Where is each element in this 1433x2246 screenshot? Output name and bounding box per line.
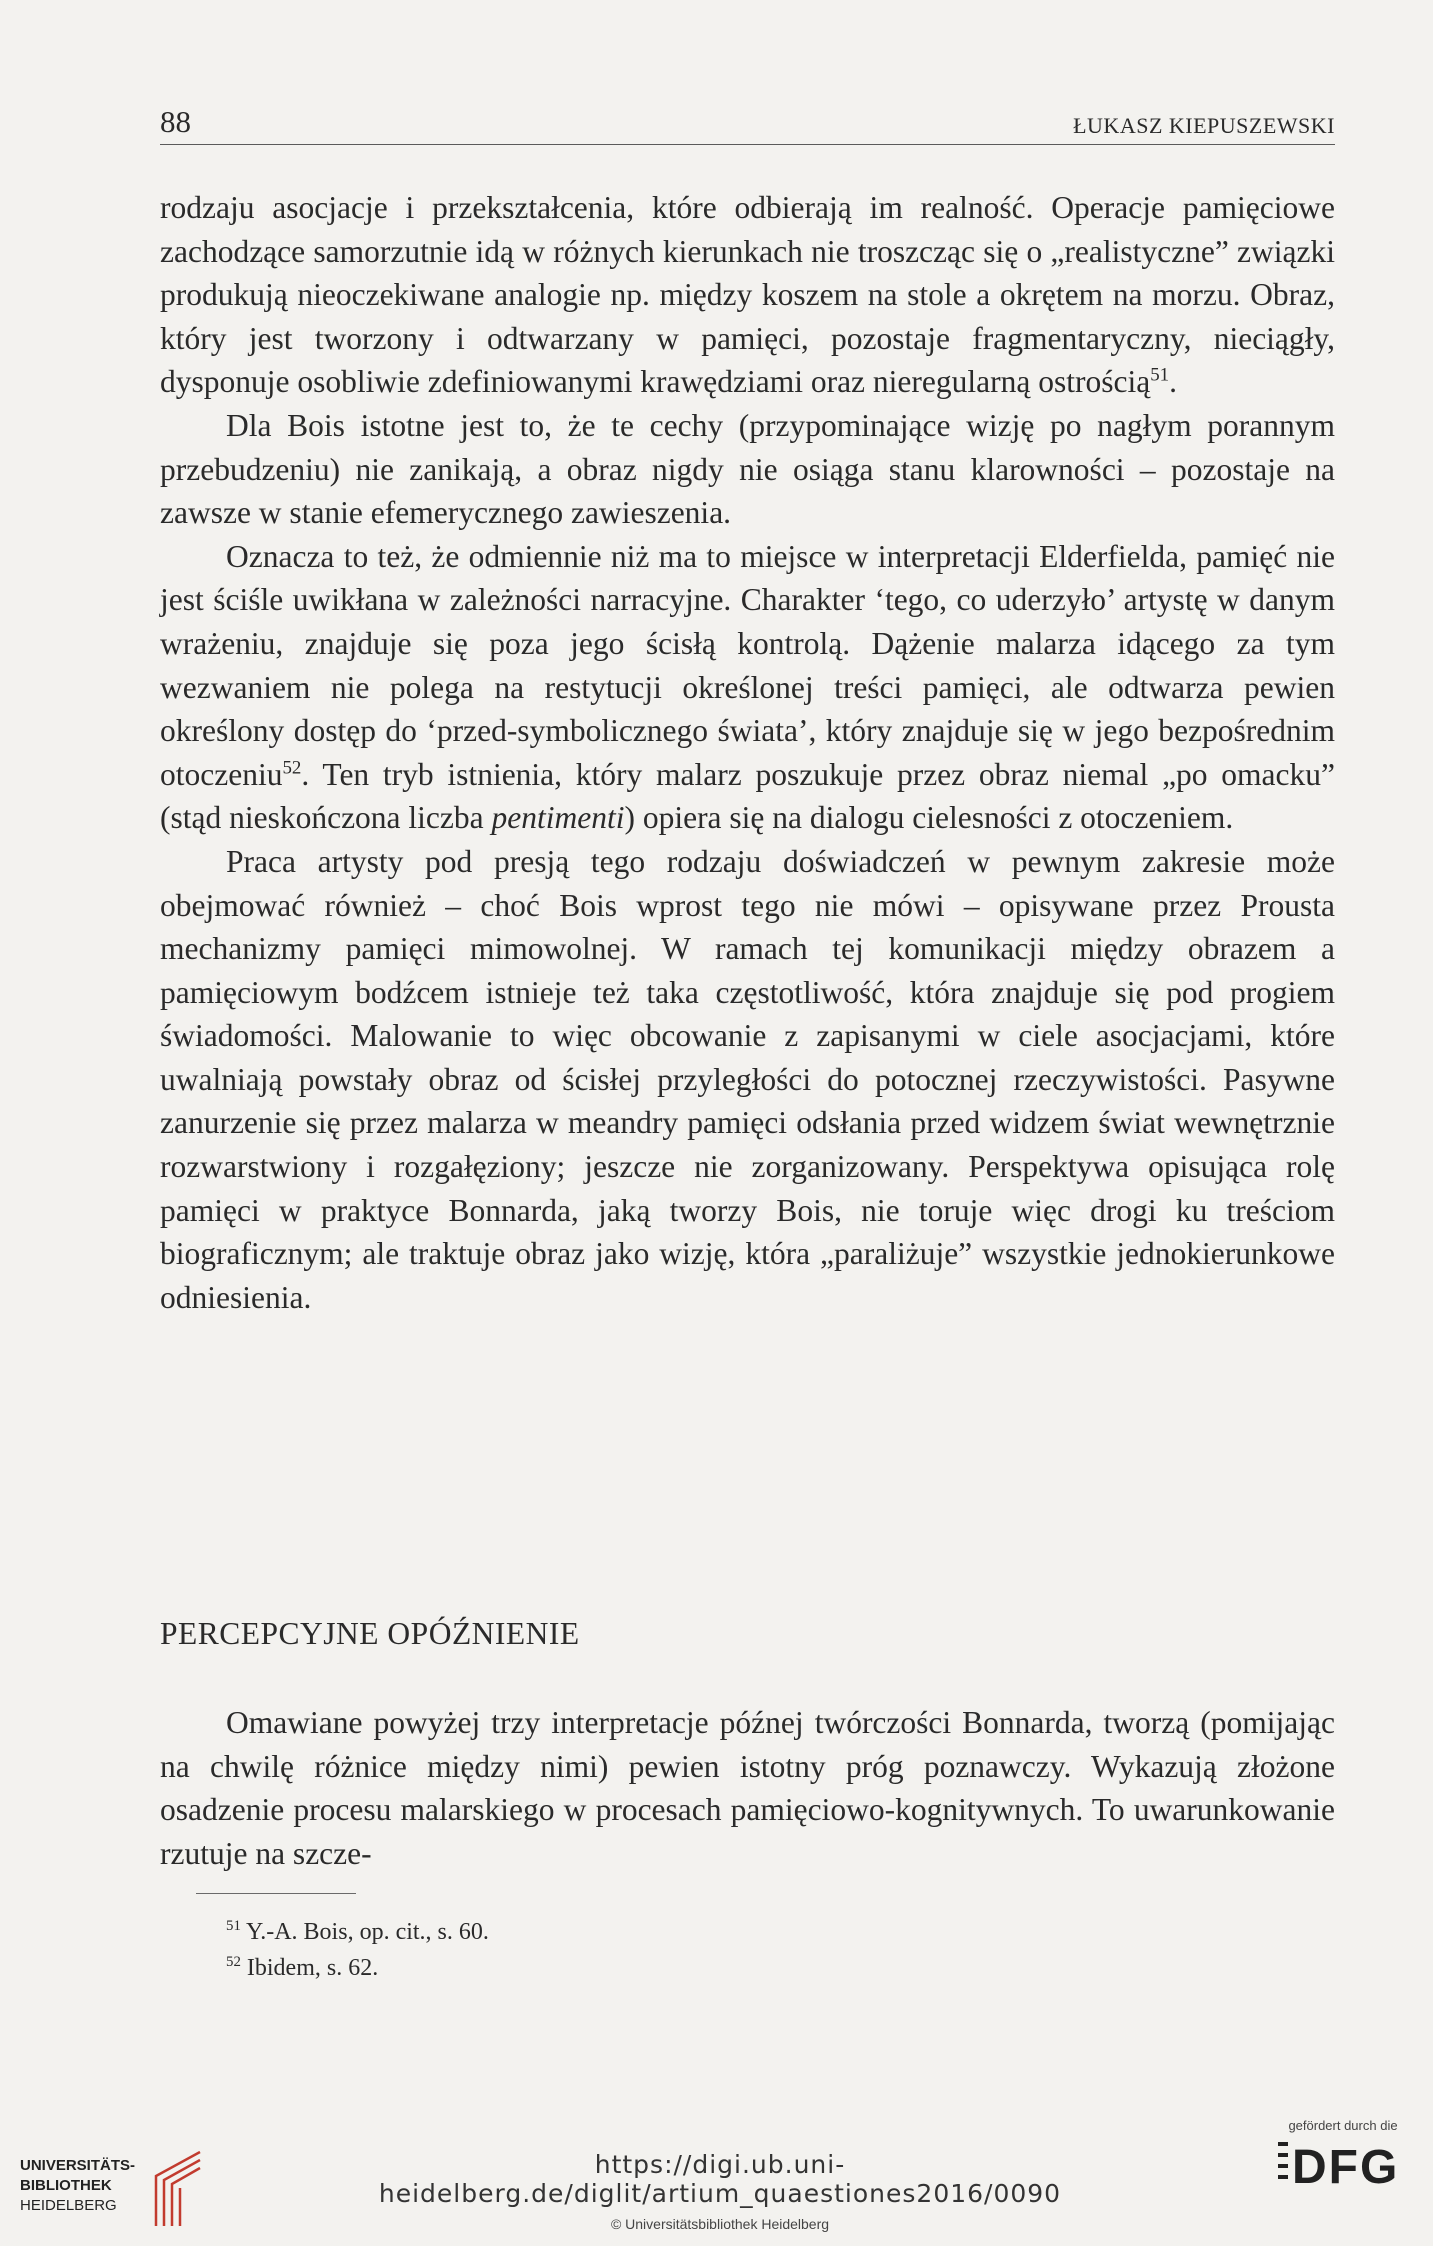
library-name: UNIVERSITÄTS- BIBLIOTHEK HEIDELBERG bbox=[20, 2157, 136, 2214]
section-heading: PERCEPCYJNE OPÓŹNIENIE bbox=[160, 1616, 580, 1651]
library-logo[interactable] bbox=[20, 2126, 220, 2236]
svg-text:DFG: DFG bbox=[1292, 2141, 1400, 2189]
paragraph-2: Dla Bois istotne jest to, że te cechy (przypominające wizję po nagłym porannym przebudzeniu) nie zanikają, a obraz nigdy nie osiąga stanu klarowności – pozostaje na zawsze w stanie efemerycznego zawieszenia. bbox=[160, 407, 1335, 531]
paragraph-1: rodzaju asocjacje i przekształcenia, które odbierają im realność. Operacje pamięciowe zachodzące samorzutnie idą w różnych kierunkach nie troszcząc się o „realistyczne” związki produkują nieoczekiwane analogie np. między koszem na stole a okrętem na morzu. Obraz, który jest tworzony i odtwarzany w pamięci, pozostaje fragmentaryczny, nieciągły, dysponuje osobliwie zdefiniowanymi krawędziami oraz nieregularną ostrością$^{51}$. bbox=[160, 190, 1335, 400]
page-number: 88 bbox=[160, 104, 191, 139]
paragraph-3: Oznacza to też, że odmiennie niż ma to miejsce w interpretacji Elderfielda, pamięć nie jest ściśle uwikłana w zależności narracyjne. Charakter ‘tego, co uderzyło’ artystę w danym wrażeniu, znajduje się poza jego ścisłą kontrolą. Dążenie malarza idącego za tym wezwaniem nie polega na restytucji określonej treści pamięci, ale odtwarza pewien określony dostęp do ‘przed-symbolicznego świata’, który znajduje się w jego bezpośrednim otoczeniu$^{52}$. Ten tryb istnienia, który malarz poszukuje przez obraz niemal „po omacku” (stąd nieskończona liczba pentimenti) opiera się na dialogu cielesności z otoczeniem. bbox=[160, 538, 1335, 836]
viewer-footer bbox=[0, 2110, 1433, 2246]
italic-term: pentimenti bbox=[491, 800, 625, 836]
copyright-notice: © Universitätsbibliothek Heidelberg bbox=[610, 2216, 830, 2232]
library-mark-icon bbox=[148, 2148, 208, 2228]
permalink-url[interactable]: https://digi.ub.uni-heidelberg.de/diglit/artium_quaestiones2016/0090 bbox=[378, 2150, 1062, 2208]
footnote-ref-52[interactable]: 52 bbox=[282, 757, 302, 779]
funder[interactable] bbox=[1268, 2118, 1418, 2194]
footnote-ref-51[interactable]: 51 bbox=[1150, 364, 1170, 386]
dfg-logo-icon bbox=[1278, 2139, 1408, 2189]
body-text-section bbox=[160, 1701, 1335, 1875]
funder-note: gefördert durch die bbox=[1288, 2118, 1398, 2133]
body-text bbox=[160, 186, 1335, 1319]
footnotes bbox=[226, 1914, 489, 1986]
paragraph-5: Omawiane powyżej trzy interpretacje późnej twórczości Bonnarda, tworzą (pomijając na chwilę różnice między nimi) pewien istotny próg poznawczy. Wykazują złożone osadzenie procesu malarskiego w procesach pamięciowo-kognitywnych. To uwarunkowanie rzutuje na szcze- bbox=[160, 1705, 1335, 1871]
footnote-divider bbox=[196, 1893, 356, 1894]
footnote-52: $^{52}$ Ibidem, s. 62. bbox=[226, 1954, 379, 1981]
running-head bbox=[160, 104, 1335, 145]
running-head-author: ŁUKASZ KIEPUSZEWSKI bbox=[1073, 113, 1335, 138]
footnote-51: $^{51}$ Y.-A. Bois, op. cit., s. 60. bbox=[226, 1918, 489, 1945]
paragraph-4: Praca artysty pod presją tego rodzaju doświadczeń w pewnym zakresie może obejmować również – choć Bois wprost tego nie mówi – opisywane przez Prousta mechanizmy pamięci mimowolnej. W ramach tej komunikacji między obrazem a pamięciowym bodźcem istnieje też taka częstotliwość, która znajduje się pod progiem świadomości. Malowanie to więc obcowanie z zapisanymi w ciele asocjacjami, które uwalniają powstały obraz od ścisłej przyległości do potocznej rzeczywistości. Pasywne zanurzenie się przez malarza w meandry pamięci odsłania przed widzem świat wewnętrznie rozwarstwiony i rozgałęziony; jeszcze nie zorganizowany. Perspektywa opisująca rolę pamięci w praktyce Bonnarda, jaką tworzy Bois, nie toruje więc drogi ku treściom biograficznym; ale traktuje obraz jako wizję, która „paraliżuje” wszystkie jednokierunkowe odniesienia. bbox=[160, 843, 1335, 1315]
